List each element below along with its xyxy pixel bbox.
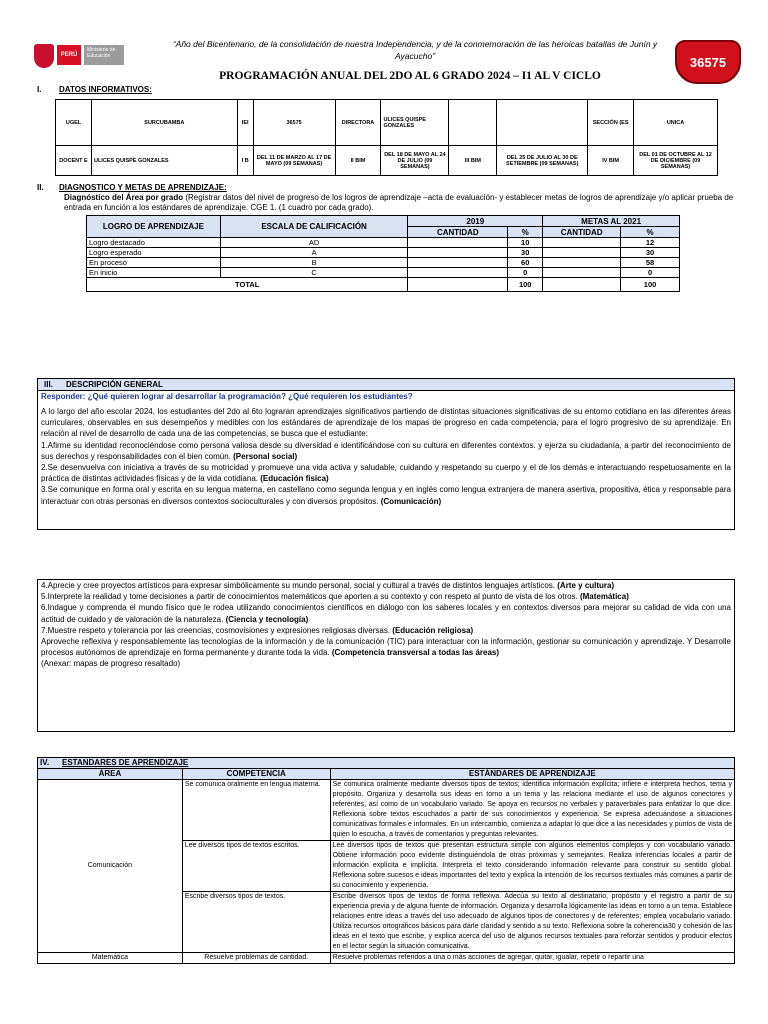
table-row [38, 780, 735, 841]
cell: B [220, 258, 408, 268]
competencia-cell: Se comunica oralmente en lengua materna. [182, 780, 330, 841]
cell: SECCIÓN (ES [588, 100, 634, 146]
total-meta-pct: 100 [621, 278, 680, 292]
page-title: PROGRAMACIÓN ANUAL DEL 2DO AL 6 GRADO 2024 – I1 AL V CICLO [219, 70, 601, 82]
cell: Logro esperado [87, 248, 221, 258]
total-pct: 100 [508, 278, 543, 292]
header-competencia: COMPETENCIA [182, 769, 330, 780]
cell: DEL 01 DE OCTUBRE AL 12 DE DICIEMBRE (09 SEMANAS) [634, 146, 718, 176]
header-year: 2019 [408, 216, 543, 227]
year-motto: “Año del Bicentenario, de la consolidación de nuestra Independencia, y de la conmemoración de las heroicas batallas de Junín y Ayacucho” [172, 39, 658, 61]
header-meta-cantidad: CANTIDAD [543, 227, 621, 238]
cell: IV BIM [588, 146, 634, 176]
cell: C [220, 268, 408, 278]
descripcion-intro: A lo largo del año escolar 2024, los estudiantes del 2do al 6to lograran aprendizajes significativos partiendo de distintas situaciones significativas de su entorno cotidiano en las diferentes áreas curriculares, observables en sus desempeños y medibles con los estándares de aprendizaje de los mapas de progreso en cada competencia, para el logro progresivo de su aprendizaje. En relación al nivel de desarrollo de cada una de las competencias, se busca que el estudiante: [41, 407, 731, 439]
cell: 10 [508, 238, 543, 248]
cell: DIRECTORA [335, 100, 381, 146]
cell: UNICA [634, 100, 718, 146]
cell: 30 [621, 248, 680, 258]
competencia-cell: Escribe diversos tipos de textos. [182, 892, 330, 953]
table-row [87, 248, 680, 258]
cell [543, 258, 621, 268]
cell [543, 248, 621, 258]
datos-row-2 [56, 146, 718, 176]
descripcion-question: Responder: ¿Qué quieren lograr al desarrollar la programación? ¿Qué requieren los estudiantes? [41, 392, 413, 401]
list-item: 6.Indague y comprenda el mundo físico que le rodea utilizando conocimientos científicos en diálogo con los saberes locales y en contextos diversos para mejorar su calidad de vida con una actitud de cuidado y de valoración de la naturaleza. (Ciencia y tecnología) [41, 603, 731, 624]
total-row [87, 278, 680, 292]
header-escala: ESCALA DE CALIFICACIÓN [220, 216, 408, 238]
cell: ULICES QUISPE GONZALES [381, 100, 449, 146]
list-item: 1.Afirme su identidad reconociéndose como persona valiosa desde su diversidad e identificándose con su cultura en diferentes contextos. y ejerza su ciudadanía, a partir del reconocimiento de sus derechos y responsabilidades con el bien común. (Personal social) [41, 440, 731, 461]
table-row [87, 258, 680, 268]
peru-shield-icon [34, 44, 54, 68]
estandar-cell: Lee diversos tipos de textos que presentan estructura simple con algunos elementos complejos y con vocabulario variado. Obtiene información poco evidente distinguiéndola de otras próximas y semejantes. Realiza inferencias locales a partir de información explícita e implícita. Interpreta el texto considerando información relevante para construir su sentido global. Reflexiona sobre sucesos e ideas importantes del texto y explica la intención de los recursos textuales más comunes a partir de su conocimiento y experiencia. [330, 841, 734, 892]
cell [408, 258, 508, 268]
competencia-cell: Resuelve problemas de cantidad. [182, 953, 330, 964]
cell [497, 100, 588, 146]
list-item: 3.Se comunique en forma oral y escrita en su lengua materna, en castellano como segunda lengua y en inglés como lengua extranjera de manera asertiva, propositiva, ética y responsable para interactuar con otras personas en diversos contextos socioculturales y con diversos propósitos. (Comunicación) [41, 485, 731, 506]
competencia-cell: Lee diversos tipos de textos escritos. [182, 841, 330, 892]
cell [408, 238, 508, 248]
cell: III BIM [449, 146, 497, 176]
cell: 58 [621, 258, 680, 268]
section-datos-title: I. DATOS INFORMATIVOS: [37, 85, 152, 94]
header-metas: METAS AL 2021 [543, 216, 680, 227]
diagnostico-instructions [64, 193, 734, 213]
logo-peru-label: PERÚ [57, 45, 81, 65]
cell: 36575 [253, 100, 335, 146]
total-label: TOTAL [87, 278, 408, 292]
list-item: 5.Interprete la realidad y tome decisiones a partir de conocimientos matemáticos que aporten a su contexto y con respeto al punto de vista de los otros. (Matemática) [41, 592, 629, 602]
cell: II BIM [335, 146, 381, 176]
estandares-section-header: IV. ESTANDARES DE APRENDIZAJE [38, 758, 735, 769]
diagnostico-table [86, 215, 680, 292]
header-meta-pct: % [621, 227, 680, 238]
badge-number: 36575 [689, 55, 727, 70]
header-pct: % [508, 227, 543, 238]
estandar-cell: Se comunica oralmente mediante diversos tipos de textos; identifica información explícita; infiere e interpreta hechos, tema y propósito. Organiza y desarrolla sus ideas en torno a un tema y las relaciona mediante el uso de algunos conectores y referentes, así como de un vocabulario variado. Se apoya en recursos no verbales y paraverbales para enfatizar lo que dice. Reflexiona sobre textos escuchados a partir de sus conocimientos y experiencia. Se expresa adecuándose a situaciones comunicativas formales e informales. En un intercambio, comienza a adaptar lo que dice a las necesidades y puntos de vista de quien lo escucha, a través de comentarios y preguntas relevantes. [330, 780, 734, 841]
cell [543, 278, 621, 292]
section-diagnostico-title: II. DIAGNOSTICO Y METAS DE APRENDIZAJE: [37, 183, 227, 192]
cell: En inicio [87, 268, 221, 278]
cell: DEL 25 DE JULIO AL 30 DE SETIEMBRE (09 SEMANAS) [497, 146, 588, 176]
cell: UGEL [56, 100, 92, 146]
area-matematica: Matemática [38, 953, 183, 964]
cell: I B [237, 146, 253, 176]
list-item: 7.Muestre respeto y tolerancia por las creencias, cosmovisiones y expresiones religiosas diversas. (Educación religiosa) [41, 625, 474, 635]
cell: IEI [237, 100, 253, 146]
school-badge-logo [675, 40, 741, 84]
cell [543, 268, 621, 278]
diagnostico-subtitle: Diagnóstico del Área por grado [64, 193, 184, 202]
diagnostico-text: (Registrar datos del nivel de progreso de los logros de aprendizaje –acta de evaluación- y establecer metas de logros de aprendizaje y/o aplicar prueba de entrada en función a los estándares de aprendizaje. CGE 1. (1 cuadro por cada grado). [64, 193, 734, 212]
descripcion-continuation-box [37, 579, 735, 732]
table-row [87, 238, 680, 248]
cell: AD [220, 238, 408, 248]
cell [408, 268, 508, 278]
cell: DEL 11 DE MARZO AL 17 DE MAYO (09 SEMANAS) [253, 146, 335, 176]
cell [408, 248, 508, 258]
estandar-cell: Resuelve problemas referidos a una o más acciones de agregar, quitar, igualar, repetir o repartir una [330, 953, 734, 964]
estandar-cell: Escribe diversos tipos de textos de forma reflexiva. Adecúa su texto al destinatario, propósito y el registro a partir de su experiencia previa y de alguna fuente de información. Organiza y desarrolla lógicamente las ideas en torno a un tema. Establece relaciones entre ideas a través del uso adecuado de algunos tipos de conectores y de referentes; emplea vocabulario variado. Utiliza recursos ortográficos básicos para darle claridad y sentido a su texto. Reflexiona sobre la coherencia30 y cohesión de las ideas en el texto que escribe, y explica acerca del uso de algunos recursos textuales para reforzar sentidos y producir efectos en el lector según la situación comunicativa. [330, 892, 734, 953]
list-item: 2.Se desenvuelva con iniciativa a través de su motricidad y promueve una vida activa y saludable, cuidando y respetando su cuerpo y el de los demás e interactuando respetuosamente en la práctica de distintas actividades físicas y de la vida cotidiana. (Educación física) [41, 463, 731, 484]
list-item: 4.Aprecie y cree proyectos artísticos para expresar simbólicamente su mundo personal, social y cultural a través de distintos lenguajes artísticos. (Arte y cultura) [41, 581, 615, 590]
header-cantidad: CANTIDAD [408, 227, 508, 238]
cell: DOCENT E [56, 146, 92, 176]
descripcion-general-header: III. DESCRIPCIÓN GENERAL [38, 379, 734, 391]
cell [449, 100, 497, 146]
cell: DEL 18 DE MAYO AL 24 DE JULIO (09 SEMANAS) [381, 146, 449, 176]
cell: En proceso [87, 258, 221, 268]
logo-ministry-label: Ministerio de Educación [84, 45, 124, 65]
header-logro: LOGRO DE APRENDIZAJE [87, 216, 221, 238]
cell: Logro destacado [87, 238, 221, 248]
annex-note: (Anexar: mapas de progreso resaltado) [41, 659, 181, 669]
ministry-logo [32, 42, 122, 70]
estandares-table [37, 757, 735, 964]
cell [543, 238, 621, 248]
descripcion-general-box [37, 378, 735, 530]
cell [408, 278, 508, 292]
table-row [87, 268, 680, 278]
cell: 60 [508, 258, 543, 268]
header-area: ÁREA [38, 769, 183, 780]
cell: SURCUBAMBA [91, 100, 237, 146]
cell: A [220, 248, 408, 258]
cell: 12 [621, 238, 680, 248]
datos-row-1 [56, 100, 718, 146]
area-comunicacion: Comunicación [38, 780, 183, 953]
datos-informativos-table [55, 99, 718, 176]
cell: ULICES QUISPE GONZALES [91, 146, 237, 176]
cell: 0 [621, 268, 680, 278]
cell: 0 [508, 268, 543, 278]
table-row [38, 953, 735, 964]
header-estandares: ESTÁNDARES DE APRENDIZAJE [330, 769, 734, 780]
list-item: Aproveche reflexiva y responsablemente las tecnologías de la información y de la comunicación (TIC) para interactuar con la información, gestionar su comunicación y aprendizaje. Y Desarrolle procesos autónomos de aprendizaje en forma permanente y durante toda la vida. (Competencia transversal a todas las áreas) [41, 637, 731, 658]
cell: 30 [508, 248, 543, 258]
